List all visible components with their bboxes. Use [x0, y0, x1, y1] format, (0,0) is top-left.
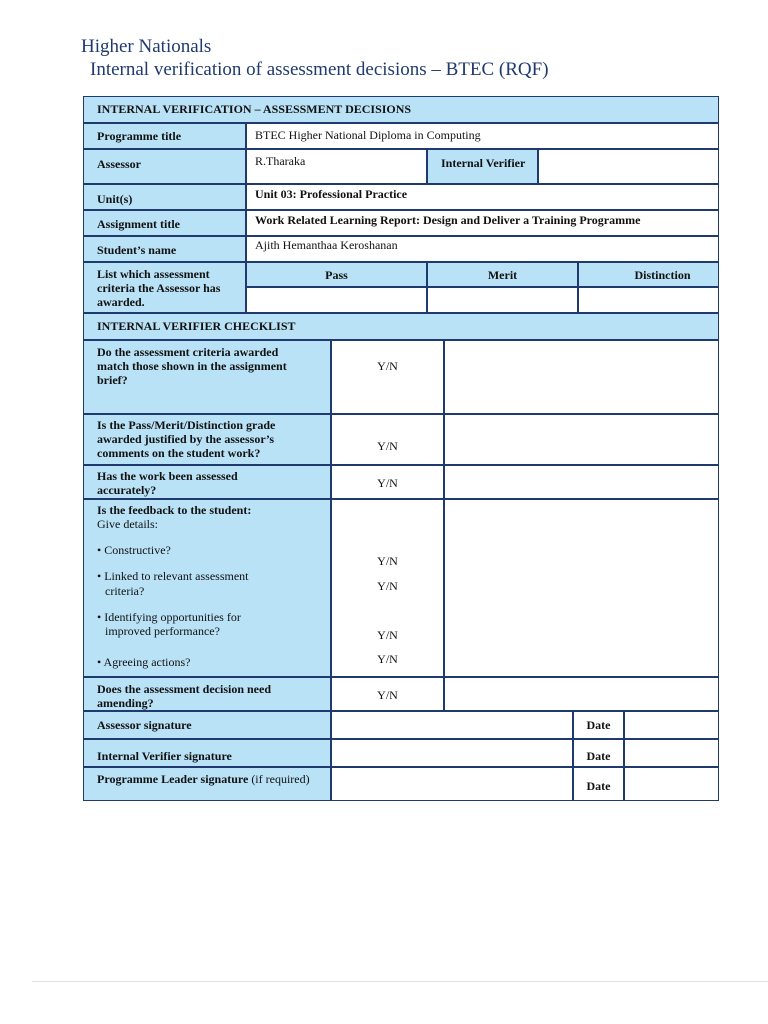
q1-comments[interactable]: [444, 340, 719, 414]
q4-question: Is the feedback to the student:: [97, 503, 252, 517]
date-label: Date: [573, 739, 624, 767]
q4-item-opportunities-2: improved performance?: [105, 624, 220, 638]
doc-subtitle: Internal verification of assessment decisions – BTEC (RQF): [90, 59, 549, 80]
pl-signature-note: (if required): [251, 772, 310, 786]
q1-label: Do the assessment criteria awarded match those shown in the assignment brief?: [83, 340, 331, 414]
checklist-title: INTERNAL VERIFIER CHECKLIST: [83, 313, 719, 340]
internal-verifier-value[interactable]: [538, 149, 719, 184]
q4-comments[interactable]: [444, 499, 719, 677]
distinction-field[interactable]: [578, 287, 719, 313]
section-title: INTERNAL VERIFICATION – ASSESSMENT DECISIONS: [83, 96, 719, 123]
q4-yn[interactable]: [331, 499, 444, 677]
q4-item-opportunities: • Identifying opportunities for: [97, 610, 241, 624]
q5-comments[interactable]: [444, 677, 719, 711]
assignment-title-value[interactable]: Work Related Learning Report: Design and Deliver a Training Programme: [246, 210, 719, 236]
q4-give-details: Give details:: [97, 517, 158, 531]
yn-text: Y/N: [377, 628, 398, 642]
pl-signature-field[interactable]: [331, 767, 573, 801]
date-label: Date: [573, 711, 624, 739]
iv-signature-field[interactable]: [331, 739, 573, 767]
unit-value[interactable]: Unit 03: Professional Practice: [246, 184, 719, 210]
pass-field[interactable]: [246, 287, 427, 313]
q4-item-linked-2: criteria?: [105, 584, 145, 598]
doc-title: Higher Nationals: [81, 36, 212, 57]
q1-yn[interactable]: [331, 340, 444, 414]
q4-item-actions: • Agreeing actions?: [97, 655, 191, 669]
q2-comments[interactable]: [444, 414, 719, 465]
merit-field[interactable]: [427, 287, 578, 313]
criteria-label: List which assessment criteria the Assessor has awarded.: [83, 262, 246, 313]
distinction-header: Distinction: [578, 262, 719, 287]
q3-yn[interactable]: [331, 465, 444, 499]
internal-verifier-label: Internal Verifier: [427, 149, 538, 184]
programme-title-label: Programme title: [83, 123, 246, 149]
student-name-value[interactable]: Ajith Hemanthaa Keroshanan: [246, 236, 719, 262]
yn-text: Y/N: [377, 359, 398, 373]
yn-text: Y/N: [377, 554, 398, 568]
assessor-signature-label: Assessor signature: [83, 711, 331, 739]
page-divider: [32, 981, 768, 982]
yn-text: Y/N: [377, 579, 398, 593]
q4-item-constructive: • Constructive?: [97, 543, 171, 557]
q4-item-linked: • Linked to relevant assessment: [97, 569, 249, 583]
yn-text: Y/N: [377, 652, 398, 666]
yn-text: Y/N: [377, 476, 398, 490]
pl-date-field[interactable]: [624, 767, 719, 801]
q5-yn[interactable]: [331, 677, 444, 711]
assessor-date-field[interactable]: [624, 711, 719, 739]
q3-label: Has the work been assessed accurately?: [83, 465, 331, 499]
q2-yn[interactable]: [331, 414, 444, 465]
assessor-signature-field[interactable]: [331, 711, 573, 739]
assessor-value[interactable]: R.Tharaka: [246, 149, 427, 184]
assessor-label: Assessor: [83, 149, 246, 184]
q4-label: [83, 499, 331, 677]
assignment-title-label: Assignment title: [83, 210, 246, 236]
student-name-label: Student’s name: [83, 236, 246, 262]
programme-title-value[interactable]: BTEC Higher National Diploma in Computing: [246, 123, 719, 149]
q2-label: Is the Pass/Merit/Distinction grade awarded justified by the assessor’s comments on the student work?: [83, 414, 331, 465]
unit-label: Unit(s): [83, 184, 246, 210]
q3-comments[interactable]: [444, 465, 719, 499]
merit-header: Merit: [427, 262, 578, 287]
date-label: Date: [573, 767, 624, 801]
iv-signature-label: Internal Verifier signature: [83, 739, 331, 767]
yn-text: Y/N: [377, 439, 398, 453]
iv-date-field[interactable]: [624, 739, 719, 767]
yn-text: Y/N: [377, 688, 398, 702]
q5-label: Does the assessment decision need amending?: [83, 677, 331, 711]
pass-header: Pass: [246, 262, 427, 287]
pl-signature-text: Programme Leader signature: [97, 772, 249, 786]
pl-signature-label: [83, 767, 331, 801]
